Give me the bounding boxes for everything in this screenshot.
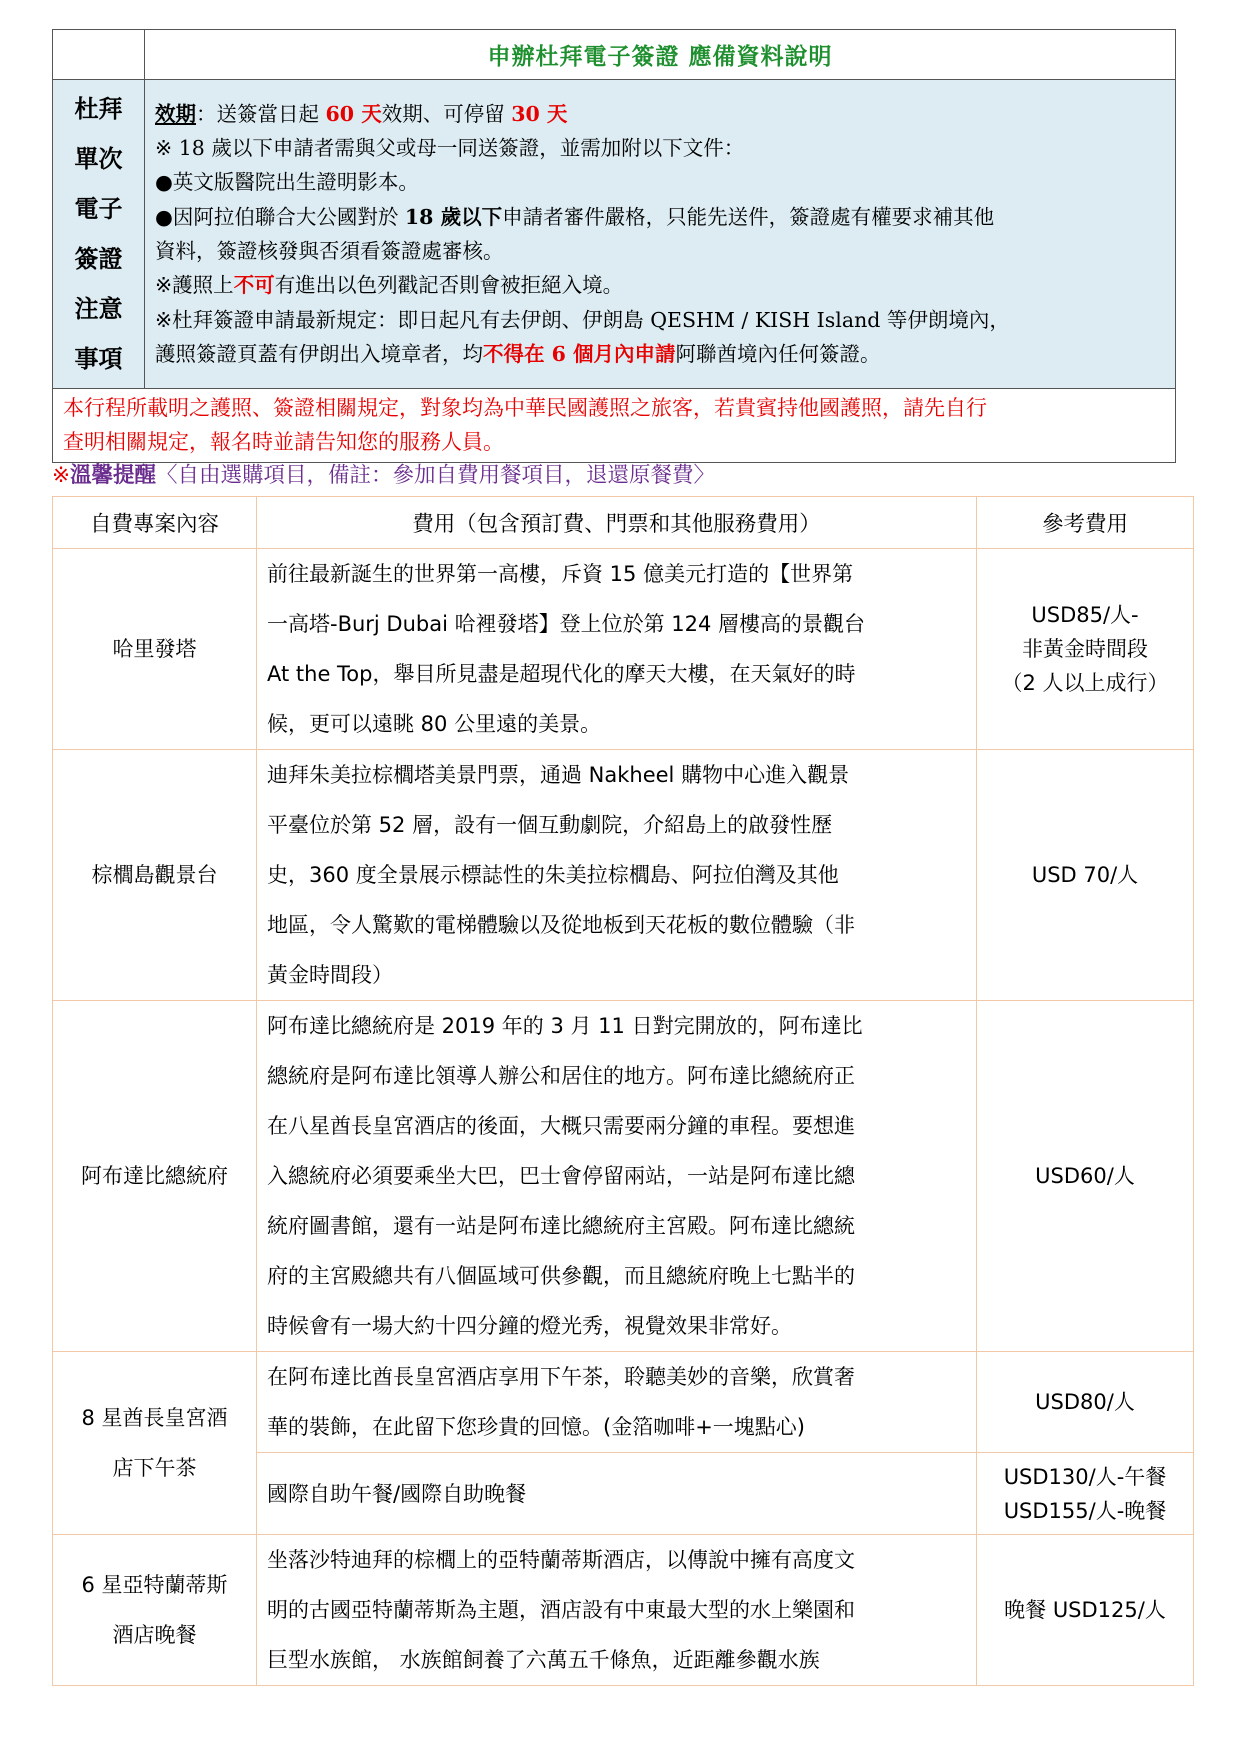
iran-rule-line-2: 護照簽證頁蓋有伊朗出入境章者，均不得在 6 個月內申請阿聯酋境內任何簽證。 [155, 341, 881, 366]
visa-info-table [52, 29, 1176, 463]
birth-cert-line: ●英文版醫院出生證明影本。 [155, 170, 419, 195]
passport-note-line: 查明相關規定，報名時並請告知您的服務人員。 [63, 430, 504, 454]
table-row [53, 1352, 1194, 1453]
side-line: 杜拜 [74, 95, 123, 123]
tour-price: USD60/人 [977, 1001, 1194, 1352]
tour-price: 晚餐 USD125/人 [977, 1535, 1194, 1686]
table-row [53, 750, 1194, 1001]
header-cell: 費用（包含預訂費、門票和其他服務費用） [257, 497, 977, 549]
visa-body [145, 80, 1176, 389]
visa-side-label [53, 80, 145, 389]
tour-name: 8 星酋長皇宮酒 店下午茶 [53, 1352, 257, 1535]
tour-price: USD 70/人 [977, 750, 1194, 1001]
side-line: 單次 [74, 145, 123, 173]
side-line: 注意 [74, 295, 123, 323]
header-cell: 參考費用 [977, 497, 1194, 549]
visa-title-blank-cell [53, 30, 145, 80]
tour-name: 阿布達比總統府 [53, 1001, 257, 1352]
optional-tours-table [52, 496, 1194, 1686]
tour-desc: 國際自助午餐/國際自助晚餐 [257, 1453, 977, 1535]
israel-stamp-line: ※護照上不可有進出以色列戳記否則會被拒絕入境。 [155, 273, 624, 298]
table-header-row [53, 497, 1194, 549]
validity-line: 效期：送簽當日起 60 天效期、可停留 30 天 [155, 101, 568, 126]
tour-price: USD85/人- 非黃金時間段 （2 人以上成行） [977, 549, 1194, 750]
tour-price: USD80/人 [977, 1352, 1194, 1453]
tour-name: 哈里發塔 [53, 549, 257, 750]
tour-name: 棕櫚島觀景台 [53, 750, 257, 1001]
optional-reminder: ※溫馨提醒〈自由選購項目，備註：參加自費用餐項目，退還原餐費〉 [52, 463, 716, 488]
tour-price: USD130/人-午餐 USD155/人-晚餐 [977, 1453, 1194, 1535]
header-cell: 自費專案內容 [53, 497, 257, 549]
tour-desc: 前往最新誕生的世界第一高樓，斥資 15 億美元打造的【世界第 一高塔-Burj Dubai 哈裡發塔】登上位於第 124 層樓高的景觀台 At the Top，舉目所見盡是超現代化的摩天大樓，在天氣好的時 候，更可以遠眺 80 公里遠的美景。 [257, 549, 977, 750]
side-line: 事項 [74, 345, 123, 373]
tour-desc: 阿布達比總統府是 2019 年的 3 月 11 日對完開放的，阿布達比 總統府是阿布達比領導人辦公和居住的地方。阿布達比總統府正 在八星酋長皇宮酒店的後面，大概只需要兩分鐘的車程。要想進 入總統府必須要乘坐大巴，巴士會停留兩站，一站是阿布達比總 統府圖書館，還有一站是阿布達比總統府主宮殿。阿布達比總統 府的主宮殿總共有八個區域可供參觀，而且總統府晚上七點半的 時候會有一場大約十四分鐘的燈光秀，視覺效果非常好。 [257, 1001, 977, 1352]
minor-line: ※ 18 歲以下申請者需與父或母一同送簽證，並需加附以下文件： [155, 136, 745, 161]
uae-strict-line: ●因阿拉伯聯合大公國對於 18 歲以下申請者審件嚴格，只能先送件，簽證處有權要求補其他 [155, 204, 995, 229]
tour-name: 6 星亞特蘭蒂斯 酒店晚餐 [53, 1535, 257, 1686]
side-line: 電子 [74, 195, 123, 223]
uae-strict-line-2: 資料，簽證核發與否須看簽證處審核。 [155, 239, 504, 263]
table-row [53, 549, 1194, 750]
visa-title: 申辦杜拜電子簽證 應備資料說明 [145, 30, 1176, 80]
tour-desc: 在阿布達比酋長皇宮酒店享用下午茶，聆聽美妙的音樂，欣賞奢 華的裝飾，在此留下您珍貴的回憶。(金箔咖啡+一塊點心) [257, 1352, 977, 1453]
table-row [53, 1535, 1194, 1686]
passport-note [53, 389, 1176, 463]
table-row [53, 1001, 1194, 1352]
tour-desc: 坐落沙特迪拜的棕櫚上的亞特蘭蒂斯酒店，以傳說中擁有高度文 明的古國亞特蘭蒂斯為主題，酒店設有中東最大型的水上樂園和 巨型水族館， 水族館飼養了六萬五千條魚，近距離參觀水族 [257, 1535, 977, 1686]
iran-rule-line: ※杜拜簽證申請最新規定：即日起凡有去伊朗、伊朗島 QESHM / KISH Island 等伊朗境內， [155, 307, 1010, 332]
passport-note-line: 本行程所載明之護照、簽證相關規定，對象均為中華民國護照之旅客，若貴賓持他國護照，請先自行 [63, 396, 987, 420]
side-line: 簽證 [74, 245, 123, 273]
tour-desc: 迪拜朱美拉棕櫚塔美景門票，通過 Nakheel 購物中心進入觀景 平臺位於第 52 層，設有一個互動劇院，介紹島上的啟發性歷 史，360 度全景展示標誌性的朱美拉棕櫚島、阿拉伯灣及其他 地區，令人驚歎的電梯體驗以及從地板到天花板的數位體驗（非 黃金時間段） [257, 750, 977, 1001]
